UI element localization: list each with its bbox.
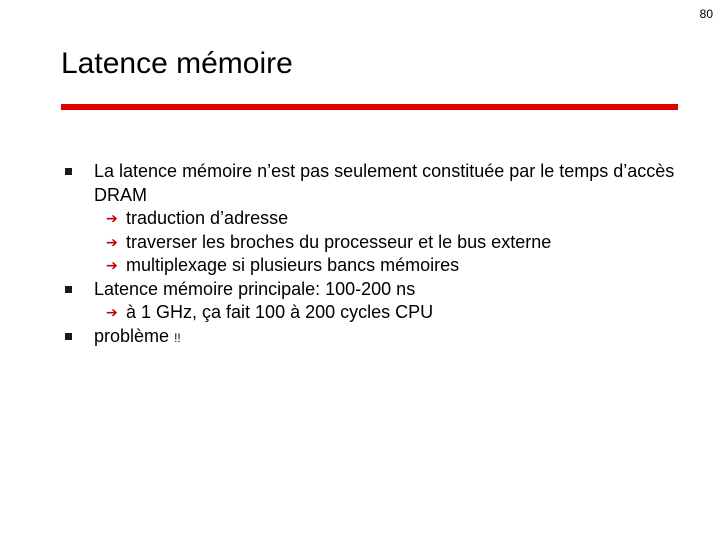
arrow-bullet-icon: ➔ xyxy=(106,304,118,320)
sub-bullet-item xyxy=(61,207,681,231)
sub-bullet-text: traduction d’adresse xyxy=(126,208,289,228)
square-bullet-icon xyxy=(65,279,72,303)
sub-bullet-text: à 1 GHz, ça fait 100 à 200 cycles CPU xyxy=(126,302,434,322)
square-bullet-icon xyxy=(65,326,72,350)
sub-bullet-text: multiplexage si plusieurs bancs mémoires xyxy=(126,255,460,275)
sub-bullet-item xyxy=(61,231,681,255)
bullet-item xyxy=(61,278,681,302)
bullet-text: problème xyxy=(94,325,170,346)
sub-bullet-item xyxy=(61,301,681,325)
bullet-text: Latence mémoire principale: 100-200 ns xyxy=(94,278,416,299)
slide-body xyxy=(61,160,681,350)
sub-bullet-text: traverser les broches du processeur et le bus externe xyxy=(126,231,552,252)
slide-title: Latence mémoire xyxy=(61,47,293,80)
square-bullet-icon xyxy=(65,161,72,185)
exclamation-mark: !! xyxy=(174,330,181,345)
bullet-text: La latence mémoire n’est pas seulement constituée par le temps d’accès DRAM xyxy=(94,161,675,205)
arrow-bullet-icon: ➔ xyxy=(106,233,118,250)
bullet-item xyxy=(61,325,681,351)
title-underline xyxy=(61,104,678,110)
arrow-bullet-icon: ➔ xyxy=(106,257,118,273)
arrow-bullet-icon: ➔ xyxy=(106,210,118,226)
sub-bullet-item xyxy=(61,254,681,278)
page-number: 80 xyxy=(699,7,713,21)
bullet-item xyxy=(61,160,681,207)
